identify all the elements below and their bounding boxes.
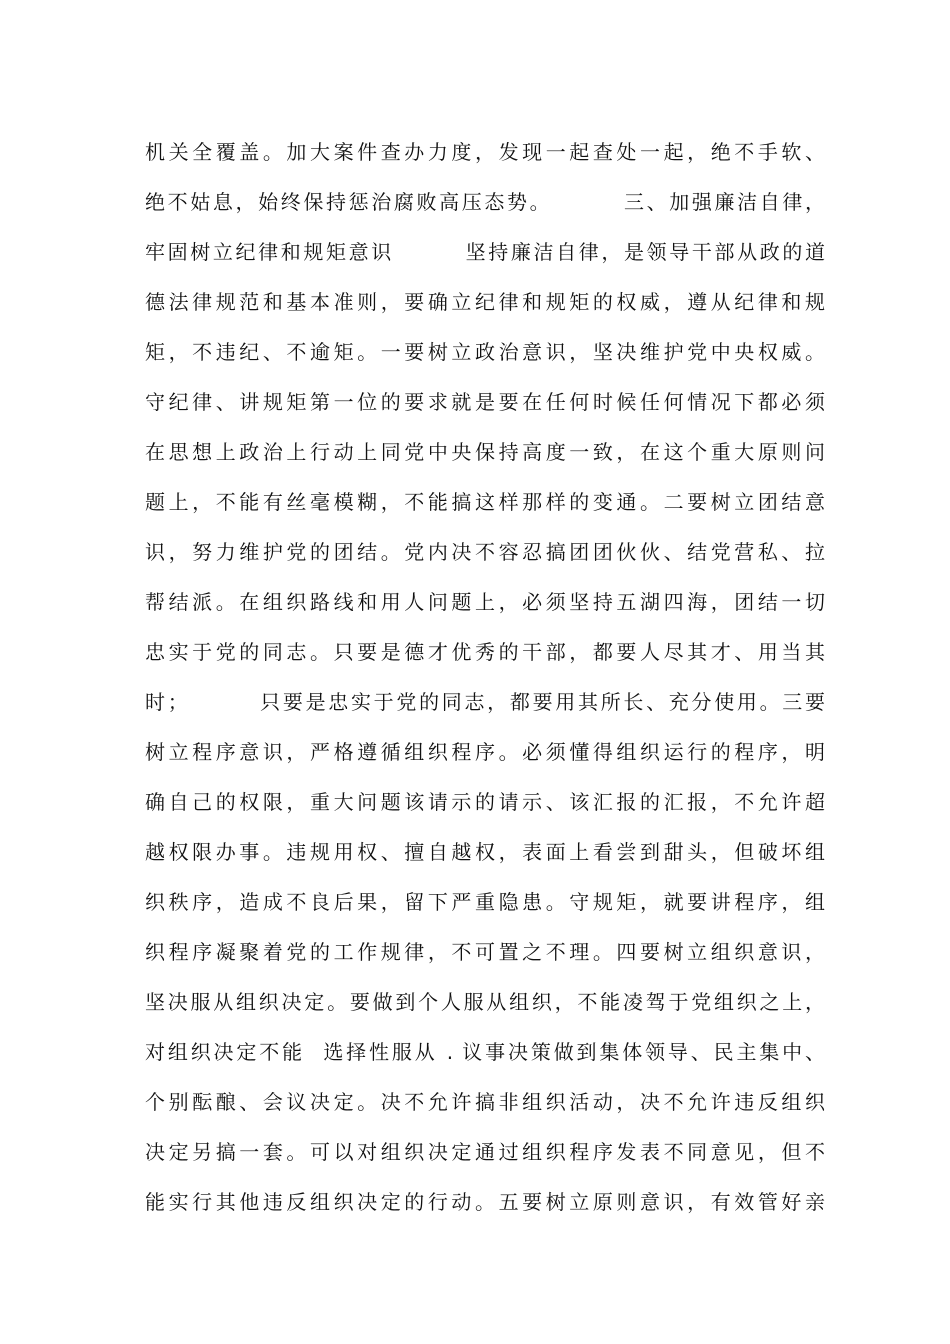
- text-line: 织秩序，造成不良后果，留下严重隐患。守规矩，就要讲程序，组: [145, 890, 825, 914]
- text-line: 个别酝酿、会议决定。决不允许搞非组织活动，决不允许违反组织: [145, 1090, 825, 1114]
- text-line: 题上，不能有丝毫模糊，不能搞这样那样的变通。二要树立团结意: [145, 490, 825, 514]
- text-line: 守纪律、讲规矩第一位的要求就是要在任何时候任何情况下都必须: [145, 390, 825, 414]
- text-line: 能实行其他违反组织决定的行动。五要树立原则意识，有效管好亲: [145, 1190, 825, 1214]
- body-text: [145, 127, 825, 1227]
- text-line: 牢固树立纪律和规矩意识 坚持廉洁自律，是领导干部从政的道: [145, 240, 825, 264]
- text-line: 绝不姑息，始终保持惩治腐败高压态势。 三、加强廉洁自律，: [145, 190, 825, 214]
- text-line: 对组织决定不能 选择性服从 . 议事决策做到集体领导、民主集中、: [145, 1040, 825, 1064]
- text-line: 帮结派。在组织路线和用人问题上，必须坚持五湖四海，团结一切: [145, 590, 825, 614]
- text-line: 在思想上政治上行动上同党中央保持高度一致，在这个重大原则问: [145, 440, 825, 464]
- text-line: 时； 只要是忠实于党的同志，都要用其所长、充分使用。三要: [145, 690, 825, 714]
- text-line: 识，努力维护党的团结。党内决不容忍搞团团伙伙、结党营私、拉: [145, 540, 825, 564]
- text-line: 织程序凝聚着党的工作规律，不可置之不理。四要树立组织意识，: [145, 940, 825, 964]
- text-line: 机关全覆盖。加大案件查办力度，发现一起查处一起，绝不手软、: [145, 140, 825, 164]
- text-line: 树立程序意识，严格遵循组织程序。必须懂得组织运行的程序，明: [145, 740, 825, 764]
- text-line: 德法律规范和基本准则，要确立纪律和规矩的权威，遵从纪律和规: [145, 290, 825, 314]
- text-line: 决定另搞一套。可以对组织决定通过组织程序发表不同意见，但不: [145, 1140, 825, 1164]
- text-line: 坚决服从组织决定。要做到个人服从组织，不能凌驾于党组织之上，: [145, 990, 825, 1014]
- text-line: 忠实于党的同志。只要是德才优秀的干部，都要人尽其才、用当其: [145, 640, 825, 664]
- text-line: 矩，不违纪、不逾矩。一要树立政治意识，坚决维护党中央权威。: [145, 340, 825, 364]
- text-line: 确自己的权限，重大问题该请示的请示、该汇报的汇报，不允许超: [145, 790, 825, 814]
- text-line: 越权限办事。违规用权、擅自越权，表面上看尝到甜头，但破坏组: [145, 840, 825, 864]
